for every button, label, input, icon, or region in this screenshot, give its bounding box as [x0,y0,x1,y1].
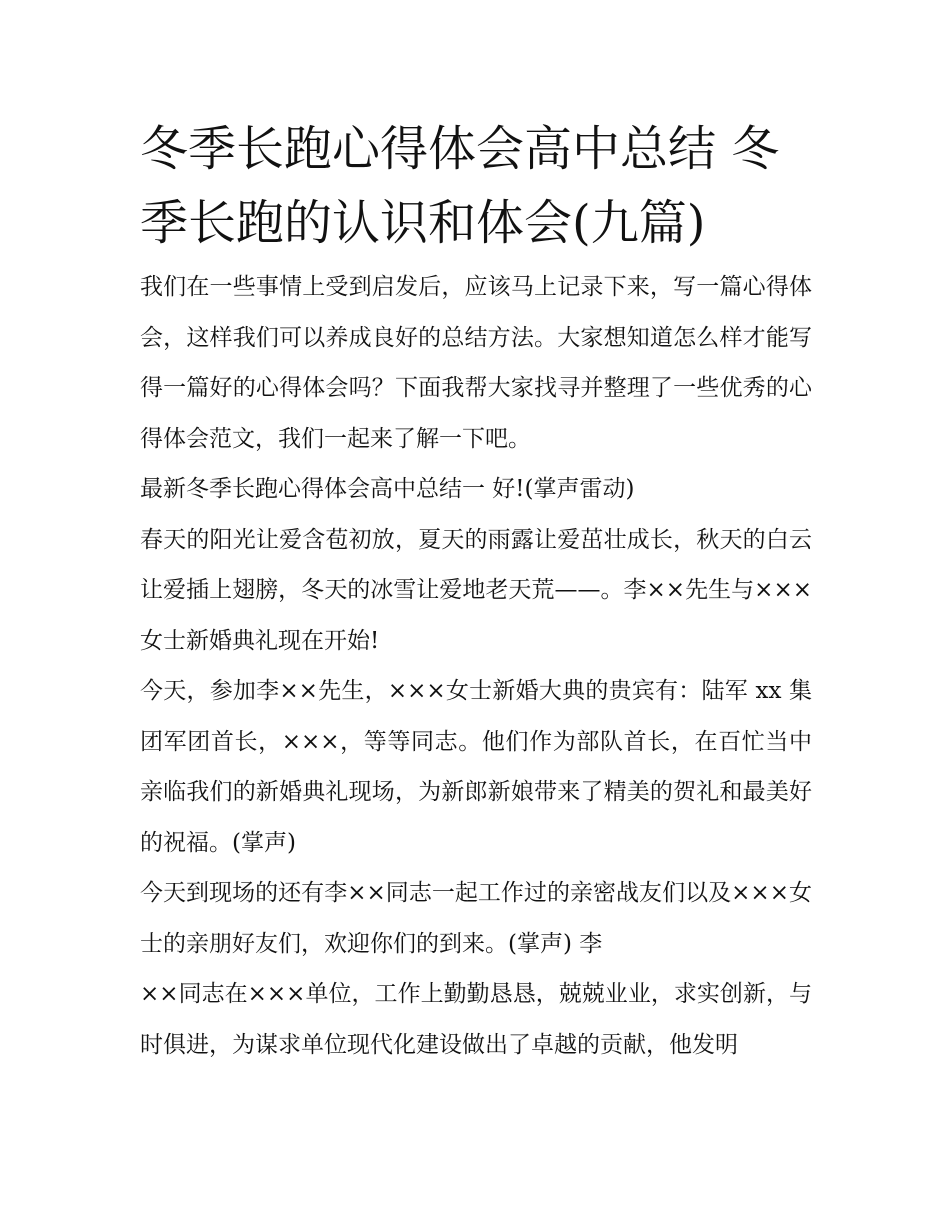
document-title: 冬季长跑心得体会高中总结 冬季长跑的认识和体会(九篇) [140,121,780,251]
paragraph-heading-1: 最新冬季长跑心得体会高中总结一 好!(掌声雷动) [140,476,635,502]
paragraph-guests: 今天，参加李××先生，×××女士新婚大典的贵宾有：陆军 xx 集团军团首长，×××，等等同志。他们作为部队首长，在百忙当中亲临我们的新婚典礼现场，为新郎新娘带来了精美的贺礼和最美好的祝福。(掌声) [140,678,812,856]
document-page [140,112,812,1070]
paragraph-work: ××同志在×××单位，工作上勤勤恳恳，兢兢业业，求实创新，与时俱进，为谋求单位现代化建设做出了卓越的贡献，他发明 [140,981,812,1058]
document-body [140,262,812,1070]
paragraph-intro: 我们在一些事情上受到启发后，应该马上记录下来，写一篇心得体会，这样我们可以养成良好的总结方法。大家想知道怎么样才能写得一篇好的心得体会吗？下面我帮大家找寻并整理了一些优秀的心得体会范文，我们一起来了解一下吧。 [140,274,812,452]
paragraph-friends: 今天到现场的还有李××同志一起工作过的亲密战友们以及×××女士的亲朋好友们，欢迎你们的到来。(掌声) 李 [140,880,812,957]
paragraph-spring: 春天的阳光让爱含苞初放，夏天的雨露让爱茁壮成长，秋天的白云让爱插上翅膀，冬天的冰雪让爱地老天荒——。李××先生与×××女士新婚典礼现在开始! [140,526,812,654]
